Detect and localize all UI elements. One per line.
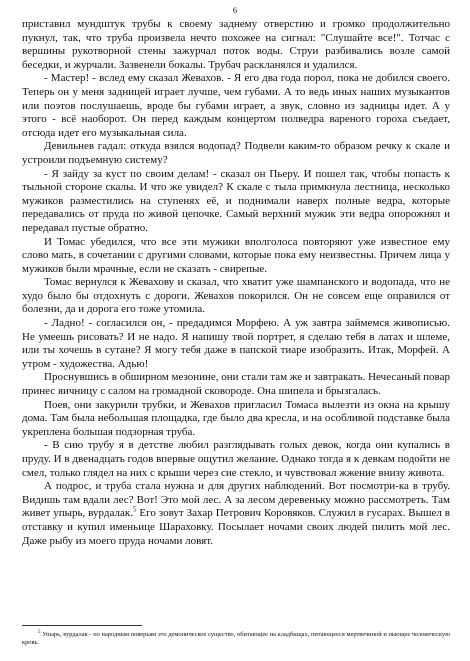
body-text <box>22 18 450 548</box>
paragraph: Томас вернулся к Жевахову и сказал, что хватит уже шампанского и водопада, что не худо было бы отдохнуть с дороги. Жевахов покорился. Он не совсем еще оправился от болезни, да и дорога его тоже утомила. <box>22 276 450 316</box>
paragraph: - Мастер! - вслед ему сказал Жевахов. - Я его два года порол, пока не добился своего. Теперь он у меня задницей играет лучше, чем губами. А то ведь иных наших музыкантов или поэтов послушаешь, вроде бы губами играет, а звук, словно из задницы идет. А у этого - всё наоборот. Он перед каждым концертом полведра вареного гороха съедает, отсюда идет его музыкальная сила. <box>22 72 450 139</box>
paragraph-text: А подрос, и труба стала нужна и для других наблюдений. Вот посмотри-ка в трубу. Видишь там вдали лес? Вот! Это мой лес. А за лесом деревеньку можно рассмотреть. Там живет упырь, вурдалак. <box>22 480 450 520</box>
footnote-ref: 5 <box>132 505 137 514</box>
paragraph: Поев, они закурили трубки, и Жевахов пригласил Томаса вылезти из окна на крышу дома. Там была небольшая площадка, где было два кресла, и на особливой подставке была укреплена большая подзорная труба. <box>22 398 450 438</box>
footnote-divider <box>22 625 142 626</box>
paragraph: И Томас убедился, что все эти мужики вполголоса повторяют уже известное ему слово мать, в сочетании с другими словами, которые пока ему неизвестны. Причем лица у мужиков были мрачные, если не сказать - свирепые. <box>22 235 450 275</box>
paragraph: - В сию трубу я в детстве любил разглядывать голых девок, когда они купались в пруду. И в двенадцать годов впервые ощутил желание. Однако тогда я к девкам подойти не смел, только глядел на них с крыши через сие стекло, и чувствовал жжение внизу живота. <box>22 439 450 479</box>
paragraph-text: Его зовут Захар Петрович Коровяков. Служил в гусарах. Вышел в отставку и купил именьице Шараховку. Посылает ночами своих людей пилить мой лес. Даже рыбу из моего пруда ночами ловят. <box>22 507 450 547</box>
page-number: 6 <box>232 5 238 15</box>
paragraph: Проснувшись в обширном мезонине, они стали там же и завтракать. Нечесаный повар принес яичницу с салом на громадной сковороде. Она шипела и брызгалась. <box>22 371 450 398</box>
paragraph-with-footnote <box>22 480 450 548</box>
footnote <box>22 629 450 647</box>
footnote-number: 5 <box>38 630 41 635</box>
paragraph: - Я зайду за куст по своим делам! - сказал он Пьеру. И пошел так, чтобы попасть к тыльной стороне скалы. И что же увидел? К скале с тыла примкнула лестница, несколько мужиков разместились на ступенях её, и поднимали наверх полные ведра, которые передавались от пруда по живой цепочке. Самый верхний мужик эти ведра опорожнял и передавал пустые обратно. <box>22 167 450 234</box>
footnote-text: Упырь, вурдалак - по народным поверьям это демоническое существо, обитающее на кладбищах, питающееся мертвечиной и пьющее человеческую кровь. <box>22 631 450 647</box>
paragraph: Девильнев гадал: откуда взялся водопад? Подвели каким-то образом речку к скале и устроили подъемную систему? <box>22 140 450 166</box>
paragraph: приставил мундштук трубы к своему заднему отверстию и громко продолжительно пукнул, так, что труба произвела нечто похожее на сигнал: "Слушайте все!". Тотчас с вершины рукотворной стены зажурчал поток воды. Струи разбивались возле самой беседки, и журчали. Зазвенели бокалы. Трубач раскланялся и удалился. <box>22 18 450 71</box>
paragraph: - Ладно! - согласился он, - предадимся Морфею. А уж завтра займемся живописью. Не умеешь рисовать? И не надо. Я напишу твой портрет, я сделаю тебя в латах и шлеме, или ты хочешь в сутане? Я могу тебя даже в папской тиаре изобразить. Итак, Морфей. А утром - художества. Адью! <box>22 317 450 370</box>
